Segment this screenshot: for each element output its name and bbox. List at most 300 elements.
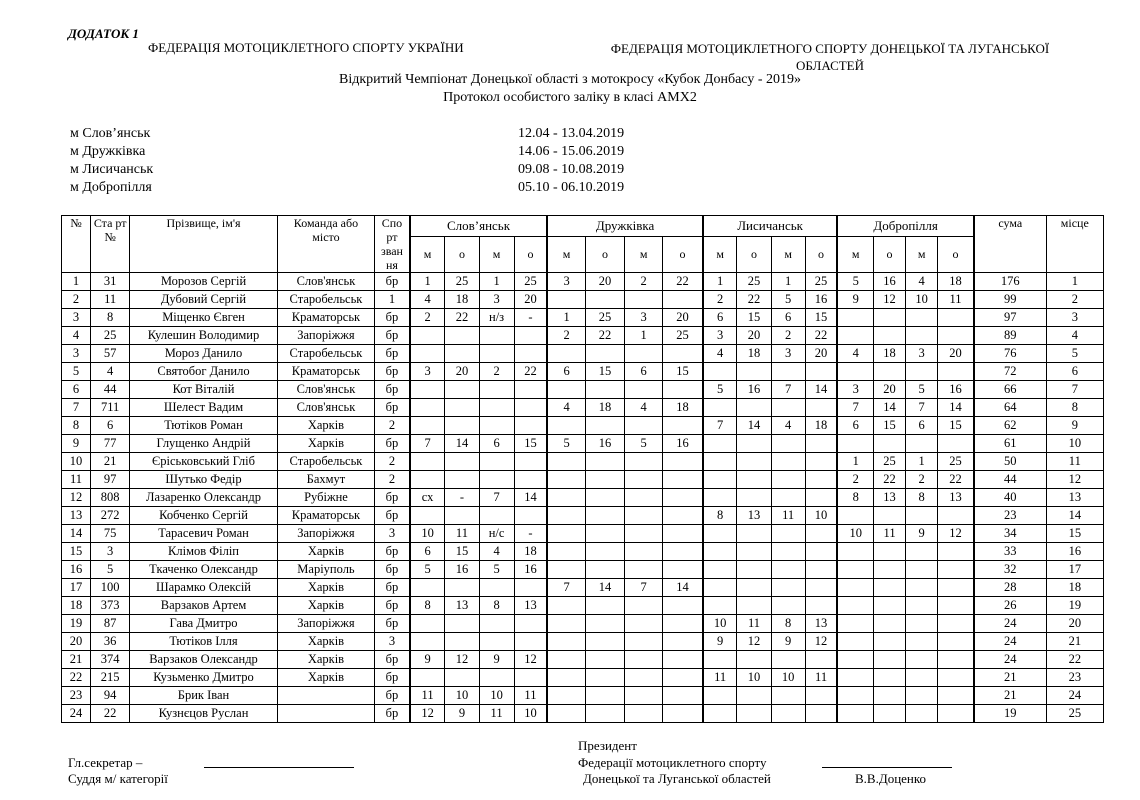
- moto-points-cell: 22: [805, 327, 837, 345]
- moto-points-cell: [585, 615, 624, 633]
- moto-place-cell: [547, 633, 585, 651]
- table-row: [62, 471, 1104, 489]
- rider-name-cell: Шарамко Олексій: [130, 579, 278, 597]
- stage-header-druzhkivka: Дружківка: [547, 216, 703, 237]
- moto-points-cell: [737, 435, 771, 453]
- moto-points-cell: [938, 615, 974, 633]
- moto-place-cell: [703, 597, 737, 615]
- moto-points-cell: 14: [805, 381, 837, 399]
- rank-cell: 3: [375, 525, 410, 543]
- team-cell: Харків: [277, 633, 374, 651]
- moto-points-cell: [805, 705, 837, 723]
- moto-place-cell: 2: [906, 471, 938, 489]
- moto-points-cell: 11: [737, 615, 771, 633]
- moto-place-cell: [703, 363, 737, 381]
- moto-points-cell: [874, 651, 906, 669]
- moto-place-cell: [625, 561, 663, 579]
- total-points-cell: 72: [974, 363, 1046, 381]
- total-points-cell: 64: [974, 399, 1046, 417]
- moto-points-cell: [445, 471, 479, 489]
- stage-row: [70, 126, 670, 144]
- moto-points-cell: 15: [663, 363, 703, 381]
- moto-points-cell: [805, 471, 837, 489]
- moto-points-cell: [585, 453, 624, 471]
- moto-place-cell: 7: [771, 381, 805, 399]
- moto-place-cell: [410, 615, 445, 633]
- moto-place-cell: 7: [703, 417, 737, 435]
- moto-points-cell: [737, 453, 771, 471]
- total-points-cell: 61: [974, 435, 1046, 453]
- team-cell: [277, 705, 374, 723]
- appendix-label: ДОДАТОК 1: [68, 26, 139, 41]
- moto-points-cell: 18: [874, 345, 906, 363]
- final-place-cell: 9: [1046, 417, 1103, 435]
- moto-place-cell: [771, 363, 805, 381]
- stage-row: [70, 162, 670, 180]
- moto-points-cell: 22: [445, 309, 479, 327]
- moto-points-cell: [805, 579, 837, 597]
- moto-place-cell: 2: [479, 363, 514, 381]
- moto-points-cell: [805, 525, 837, 543]
- final-place-cell: 7: [1046, 381, 1103, 399]
- moto-place-cell: [837, 435, 873, 453]
- moto-place-cell: [625, 651, 663, 669]
- moto-points-cell: [805, 543, 837, 561]
- moto-place-cell: 9: [771, 633, 805, 651]
- moto-place-cell: [625, 417, 663, 435]
- moto-place-cell: [547, 597, 585, 615]
- rank-cell: бр: [375, 687, 410, 705]
- moto-points-cell: [938, 687, 974, 705]
- moto-place-cell: [906, 327, 938, 345]
- moto-points-cell: 14: [663, 579, 703, 597]
- rank-cell: бр: [375, 345, 410, 363]
- moto-points-cell: [663, 561, 703, 579]
- final-place-cell: 20: [1046, 615, 1103, 633]
- moto-points-cell: [663, 543, 703, 561]
- moto-points-cell: 10: [514, 705, 547, 723]
- results-table: [61, 215, 1104, 723]
- moto-place-cell: 7: [906, 399, 938, 417]
- moto-place-cell: [547, 489, 585, 507]
- sub-o: о: [514, 237, 547, 273]
- total-points-cell: 97: [974, 309, 1046, 327]
- moto-place-cell: [410, 669, 445, 687]
- moto-place-cell: 1: [703, 273, 737, 291]
- moto-place-cell: [479, 399, 514, 417]
- moto-points-cell: [874, 543, 906, 561]
- rider-name-cell: Святобог Данило: [130, 363, 278, 381]
- team-cell: Харків: [277, 543, 374, 561]
- team-cell: Краматорськ: [277, 309, 374, 327]
- moto-place-cell: [703, 525, 737, 543]
- row-number-cell: 9: [62, 435, 91, 453]
- rank-cell: бр: [375, 507, 410, 525]
- rank-cell: бр: [375, 309, 410, 327]
- moto-points-cell: [938, 633, 974, 651]
- moto-points-cell: [663, 651, 703, 669]
- table-row: [62, 399, 1104, 417]
- moto-points-cell: [938, 597, 974, 615]
- final-place-cell: 1: [1046, 273, 1103, 291]
- start-number-cell: 11: [91, 291, 130, 309]
- moto-place-cell: [906, 597, 938, 615]
- rider-name-cell: Морозов Сергій: [130, 273, 278, 291]
- moto-points-cell: 16: [445, 561, 479, 579]
- team-cell: Запоріжжя: [277, 525, 374, 543]
- moto-points-cell: [938, 507, 974, 525]
- final-place-cell: 6: [1046, 363, 1103, 381]
- start-number-cell: 44: [91, 381, 130, 399]
- moto-place-cell: 4: [625, 399, 663, 417]
- rider-name-cell: Гава Дмитро: [130, 615, 278, 633]
- moto-place-cell: 6: [547, 363, 585, 381]
- table-row: [62, 273, 1104, 291]
- moto-place-cell: 6: [906, 417, 938, 435]
- moto-place-cell: [703, 651, 737, 669]
- rider-name-cell: Ткаченко Олександр: [130, 561, 278, 579]
- row-number-cell: 22: [62, 669, 91, 687]
- moto-place-cell: 8: [771, 615, 805, 633]
- moto-place-cell: [703, 579, 737, 597]
- sub-m: м: [625, 237, 663, 273]
- total-points-cell: 50: [974, 453, 1046, 471]
- footer-regions: Донецької та Луганської областей: [583, 771, 771, 786]
- moto-points-cell: 22: [737, 291, 771, 309]
- start-number-cell: 374: [91, 651, 130, 669]
- moto-place-cell: 1: [625, 327, 663, 345]
- rider-name-cell: Клімов Філіп: [130, 543, 278, 561]
- moto-points-cell: 13: [445, 597, 479, 615]
- moto-points-cell: 15: [805, 309, 837, 327]
- moto-place-cell: [410, 345, 445, 363]
- rank-cell: бр: [375, 615, 410, 633]
- moto-place-cell: [771, 525, 805, 543]
- sub-o: о: [737, 237, 771, 273]
- stage-dates: 14.06 - 15.06.2019: [518, 144, 625, 159]
- moto-place-cell: [906, 543, 938, 561]
- moto-place-cell: 7: [410, 435, 445, 453]
- moto-place-cell: 11: [479, 705, 514, 723]
- start-number-cell: 100: [91, 579, 130, 597]
- moto-place-cell: 8: [410, 597, 445, 615]
- rider-name-cell: Єріськовський Гліб: [130, 453, 278, 471]
- moto-points-cell: 25: [514, 273, 547, 291]
- moto-points-cell: 20: [663, 309, 703, 327]
- start-number-cell: 31: [91, 273, 130, 291]
- table-row: [62, 381, 1104, 399]
- moto-points-cell: [585, 561, 624, 579]
- final-place-cell: 19: [1046, 597, 1103, 615]
- moto-place-cell: 2: [410, 309, 445, 327]
- moto-place-cell: [906, 579, 938, 597]
- moto-points-cell: 18: [514, 543, 547, 561]
- rider-name-cell: Лазаренко Олександр: [130, 489, 278, 507]
- moto-place-cell: [547, 345, 585, 363]
- moto-place-cell: [771, 489, 805, 507]
- moto-points-cell: 11: [445, 525, 479, 543]
- sub-m: м: [703, 237, 737, 273]
- moto-points-cell: 16: [585, 435, 624, 453]
- moto-points-cell: -: [514, 525, 547, 543]
- start-number-cell: 94: [91, 687, 130, 705]
- rider-name-cell: Дубовий Сергій: [130, 291, 278, 309]
- moto-points-cell: 11: [514, 687, 547, 705]
- moto-points-cell: [445, 327, 479, 345]
- team-cell: Харків: [277, 579, 374, 597]
- sub-o: о: [805, 237, 837, 273]
- moto-place-cell: 12: [410, 705, 445, 723]
- moto-place-cell: [479, 327, 514, 345]
- moto-place-cell: 3: [410, 363, 445, 381]
- moto-place-cell: [837, 507, 873, 525]
- start-number-cell: 57: [91, 345, 130, 363]
- start-number-cell: 8: [91, 309, 130, 327]
- moto-place-cell: 6: [479, 435, 514, 453]
- team-cell: Старобельськ: [277, 291, 374, 309]
- moto-place-cell: 3: [771, 345, 805, 363]
- moto-place-cell: [547, 543, 585, 561]
- moto-place-cell: [479, 633, 514, 651]
- moto-points-cell: [874, 615, 906, 633]
- rider-name-cell: Міщенко Євген: [130, 309, 278, 327]
- moto-points-cell: [663, 669, 703, 687]
- rank-cell: бр: [375, 381, 410, 399]
- moto-place-cell: 10: [703, 615, 737, 633]
- moto-place-cell: [837, 543, 873, 561]
- moto-points-cell: [663, 615, 703, 633]
- moto-place-cell: 7: [547, 579, 585, 597]
- moto-points-cell: [737, 471, 771, 489]
- moto-points-cell: 25: [737, 273, 771, 291]
- moto-points-cell: 25: [585, 309, 624, 327]
- moto-points-cell: [663, 345, 703, 363]
- moto-points-cell: [445, 345, 479, 363]
- moto-place-cell: [410, 381, 445, 399]
- moto-place-cell: 5: [625, 435, 663, 453]
- team-cell: Бахмут: [277, 471, 374, 489]
- rank-cell: бр: [375, 579, 410, 597]
- row-number-cell: 12: [62, 489, 91, 507]
- rank-cell: 2: [375, 417, 410, 435]
- footer-secretary: Гл.секретар –: [68, 755, 143, 770]
- moto-place-cell: [625, 705, 663, 723]
- table-row: [62, 291, 1104, 309]
- moto-place-cell: [547, 507, 585, 525]
- moto-place-cell: [547, 687, 585, 705]
- moto-place-cell: [410, 417, 445, 435]
- moto-points-cell: [938, 327, 974, 345]
- moto-place-cell: 1: [479, 273, 514, 291]
- moto-points-cell: [663, 507, 703, 525]
- moto-points-cell: 14: [874, 399, 906, 417]
- final-place-cell: 15: [1046, 525, 1103, 543]
- moto-place-cell: [479, 453, 514, 471]
- moto-points-cell: [874, 327, 906, 345]
- moto-place-cell: [547, 651, 585, 669]
- moto-place-cell: [479, 579, 514, 597]
- moto-points-cell: 25: [805, 273, 837, 291]
- moto-place-cell: [479, 471, 514, 489]
- moto-points-cell: [514, 507, 547, 525]
- moto-points-cell: [445, 381, 479, 399]
- moto-points-cell: [737, 705, 771, 723]
- total-points-cell: 99: [974, 291, 1046, 309]
- moto-place-cell: 2: [547, 327, 585, 345]
- moto-place-cell: [479, 615, 514, 633]
- moto-place-cell: [771, 471, 805, 489]
- moto-points-cell: 12: [938, 525, 974, 543]
- document-title: Відкритий Чемпіонат Донецької області з мотокросу «Кубок Донбасу - 2019»: [339, 72, 801, 87]
- moto-points-cell: 20: [585, 273, 624, 291]
- moto-points-cell: [585, 489, 624, 507]
- moto-points-cell: [514, 417, 547, 435]
- total-points-cell: 21: [974, 687, 1046, 705]
- moto-points-cell: 20: [874, 381, 906, 399]
- table-row: [62, 435, 1104, 453]
- moto-points-cell: [737, 579, 771, 597]
- moto-place-cell: 4: [771, 417, 805, 435]
- col-num-header: №: [62, 216, 91, 273]
- moto-points-cell: [514, 615, 547, 633]
- moto-place-cell: [547, 381, 585, 399]
- rank-cell: бр: [375, 327, 410, 345]
- moto-points-cell: [663, 705, 703, 723]
- moto-points-cell: [805, 435, 837, 453]
- sub-m: м: [479, 237, 514, 273]
- moto-points-cell: [663, 453, 703, 471]
- final-place-cell: 18: [1046, 579, 1103, 597]
- moto-place-cell: [547, 471, 585, 489]
- start-number-cell: 77: [91, 435, 130, 453]
- total-points-cell: 21: [974, 669, 1046, 687]
- total-points-cell: 19: [974, 705, 1046, 723]
- row-number-cell: 4: [62, 327, 91, 345]
- stage-row: [70, 180, 670, 198]
- moto-points-cell: [585, 705, 624, 723]
- row-number-cell: 3: [62, 345, 91, 363]
- moto-place-cell: [625, 471, 663, 489]
- moto-place-cell: [625, 633, 663, 651]
- moto-points-cell: [874, 309, 906, 327]
- moto-points-cell: 9: [445, 705, 479, 723]
- moto-place-cell: 4: [479, 543, 514, 561]
- moto-points-cell: [938, 543, 974, 561]
- total-points-cell: 33: [974, 543, 1046, 561]
- moto-points-cell: 15: [445, 543, 479, 561]
- moto-place-cell: 5: [906, 381, 938, 399]
- moto-place-cell: [837, 327, 873, 345]
- moto-points-cell: 12: [445, 651, 479, 669]
- moto-place-cell: 4: [906, 273, 938, 291]
- moto-points-cell: [585, 525, 624, 543]
- moto-place-cell: [906, 669, 938, 687]
- rider-name-cell: Тютіков Ілля: [130, 633, 278, 651]
- moto-place-cell: [547, 291, 585, 309]
- table-row: [62, 345, 1104, 363]
- team-cell: Запоріжжя: [277, 615, 374, 633]
- moto-place-cell: [771, 543, 805, 561]
- moto-place-cell: 7: [837, 399, 873, 417]
- moto-place-cell: 6: [837, 417, 873, 435]
- start-number-cell: 3: [91, 543, 130, 561]
- table-row: [62, 525, 1104, 543]
- moto-points-cell: [585, 507, 624, 525]
- moto-points-cell: 20: [445, 363, 479, 381]
- moto-points-cell: [514, 633, 547, 651]
- start-number-cell: 36: [91, 633, 130, 651]
- moto-points-cell: [445, 633, 479, 651]
- moto-place-cell: [703, 399, 737, 417]
- moto-points-cell: 15: [514, 435, 547, 453]
- rider-name-cell: Шутько Федір: [130, 471, 278, 489]
- rider-name-cell: Кузнєцов Руслан: [130, 705, 278, 723]
- table-row: [62, 309, 1104, 327]
- stage-dates: 05.10 - 06.10.2019: [518, 180, 625, 195]
- president-signature-line: [822, 767, 952, 768]
- moto-place-cell: [837, 705, 873, 723]
- stage-header-slovyansk: Слов’янськ: [410, 216, 548, 237]
- stage-city: м Добропілля: [70, 180, 152, 195]
- moto-place-cell: 1: [547, 309, 585, 327]
- moto-points-cell: [737, 651, 771, 669]
- moto-points-cell: [805, 687, 837, 705]
- moto-points-cell: 18: [663, 399, 703, 417]
- table-row: [62, 489, 1104, 507]
- moto-points-cell: 16: [874, 273, 906, 291]
- moto-points-cell: 25: [874, 453, 906, 471]
- moto-place-cell: [837, 687, 873, 705]
- rider-name-cell: Тарасевич Роман: [130, 525, 278, 543]
- moto-points-cell: 11: [874, 525, 906, 543]
- moto-place-cell: 1: [906, 453, 938, 471]
- final-place-cell: 8: [1046, 399, 1103, 417]
- team-cell: Краматорськ: [277, 507, 374, 525]
- table-row: [62, 543, 1104, 561]
- final-place-cell: 10: [1046, 435, 1103, 453]
- stage-header-dobropillya: Добропілля: [837, 216, 973, 237]
- row-number-cell: 14: [62, 525, 91, 543]
- row-number-cell: 3: [62, 309, 91, 327]
- moto-points-cell: [585, 291, 624, 309]
- rider-name-cell: Глущенко Андрій: [130, 435, 278, 453]
- moto-place-cell: [547, 669, 585, 687]
- moto-points-cell: [663, 417, 703, 435]
- col-place-header: місце: [1046, 216, 1103, 273]
- moto-place-cell: [906, 363, 938, 381]
- moto-points-cell: 13: [737, 507, 771, 525]
- row-number-cell: 2: [62, 291, 91, 309]
- moto-points-cell: [874, 597, 906, 615]
- moto-place-cell: [625, 615, 663, 633]
- moto-points-cell: [737, 561, 771, 579]
- moto-place-cell: 10: [479, 687, 514, 705]
- rank-cell: бр: [375, 669, 410, 687]
- start-number-cell: 97: [91, 471, 130, 489]
- moto-place-cell: 11: [771, 507, 805, 525]
- start-number-cell: 87: [91, 615, 130, 633]
- moto-place-cell: [625, 381, 663, 399]
- row-number-cell: 24: [62, 705, 91, 723]
- moto-points-cell: [585, 597, 624, 615]
- moto-place-cell: 2: [771, 327, 805, 345]
- total-points-cell: 28: [974, 579, 1046, 597]
- row-number-cell: 7: [62, 399, 91, 417]
- moto-points-cell: [663, 633, 703, 651]
- stage-header-lysychansk: Лисичанськ: [703, 216, 838, 237]
- moto-place-cell: [625, 453, 663, 471]
- rider-name-cell: Тютіков Роман: [130, 417, 278, 435]
